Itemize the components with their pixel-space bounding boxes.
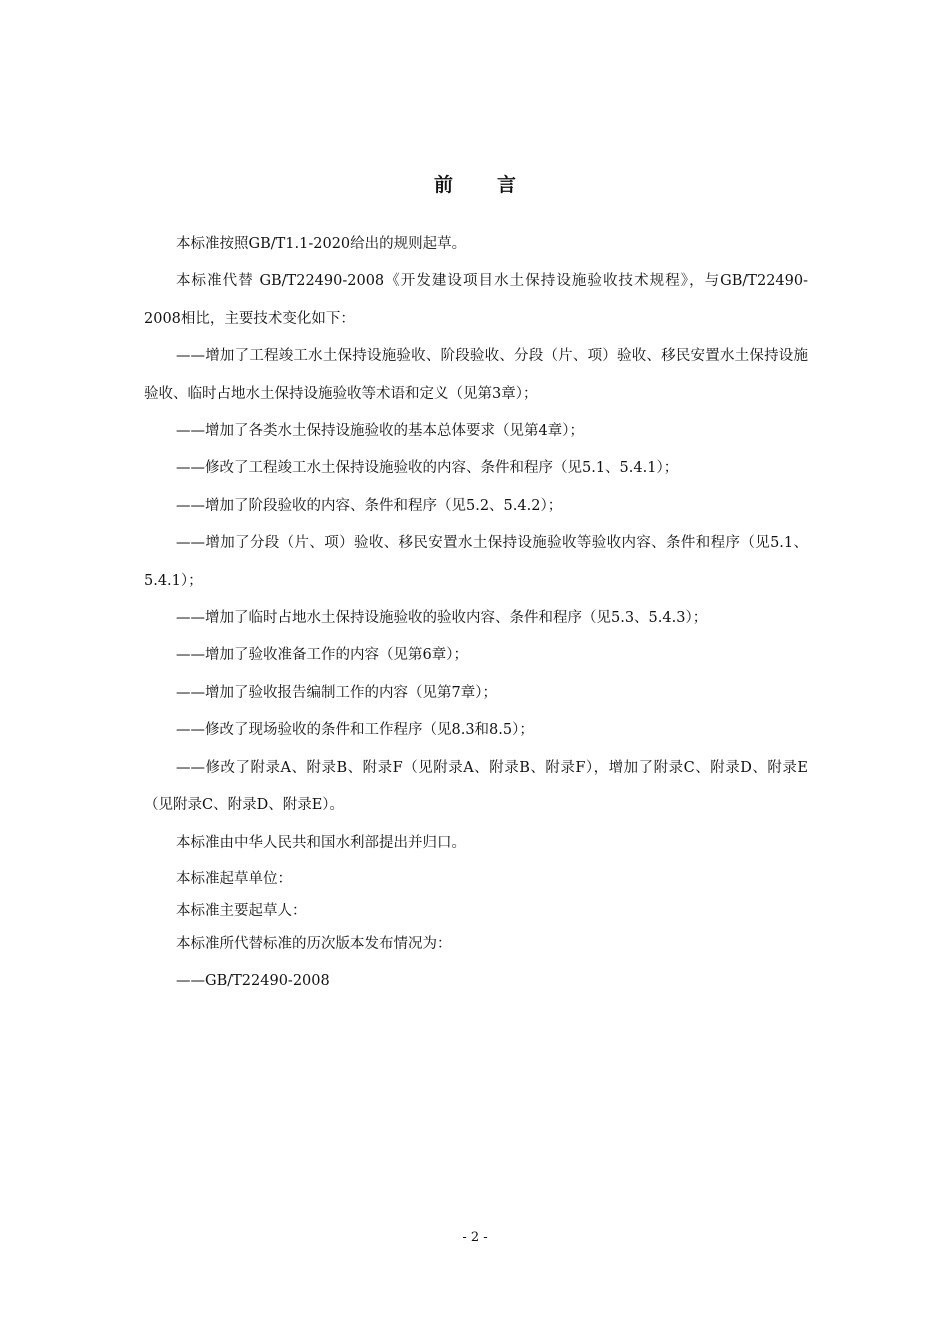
paragraph-proposed-by: 本标准由中华人民共和国水利部提出并归口。 — [176, 834, 466, 851]
paragraph-drafting-units: 本标准起草单位： — [176, 870, 292, 887]
title-char-2: 言 — [497, 174, 517, 196]
history-item: ——GB/T22490-2008 — [176, 973, 330, 990]
change-item-4: ——增加了阶段验收的内容、条件和程序（见5.2、5.4.2）； — [176, 497, 563, 514]
change-item-10: ——修改了附录A、附录B、附录F（见附录A、附录B、附录F），增加了附录C、附录D、附录E（见附录C、附录D、附录E）。 — [144, 759, 808, 814]
paragraph-drafting-rules: 本标准按照GB/T1.1-2020给出的规则起草。 — [176, 236, 467, 252]
change-item-6: ——增加了临时占地水土保持设施验收的验收内容、条件和程序（见5.3、5.4.3）； — [176, 610, 708, 627]
change-item-9: ——修改了现场验收的条件和工作程序（见8.3和8.5）； — [176, 722, 534, 739]
foreword-body — [144, 226, 808, 1001]
change-item-3: ——修改了工程竣工水土保持设施验收的内容、条件和程序（见5.1、5.4.1）； — [176, 460, 679, 477]
change-item-7: ——增加了验收准备工作的内容（见第6章）； — [176, 647, 468, 664]
change-item-8: ——增加了验收报告编制工作的内容（见第7章）； — [176, 684, 497, 701]
page-title — [0, 170, 950, 197]
change-item-2: ——增加了各类水土保持设施验收的基本总体要求（见第4章）； — [176, 423, 584, 440]
change-item-5: ——增加了分段（片、项）验收、移民安置水土保持设施验收等验收内容、条件和程序（见5.1、5.4.1）； — [144, 535, 808, 589]
paragraph-replaces-standard: 本标准代替 GB/T22490-2008《开发建设项目水土保持设施验收技术规程》，与GB/T22490-2008相比，主要技术变化如下： — [144, 273, 808, 327]
title-char-1: 前 — [433, 174, 453, 196]
paragraph-drafters: 本标准主要起草人： — [176, 902, 307, 919]
page-number: - 2 - — [462, 1230, 488, 1245]
paragraph-history: 本标准所代替标准的历次版本发布情况为： — [176, 935, 452, 952]
change-item-1: ——增加了工程竣工水土保持设施验收、阶段验收、分段（片、项）验收、移民安置水土保持设施验收、临时占地水土保持设施验收等术语和定义（见第3章）； — [144, 348, 808, 402]
